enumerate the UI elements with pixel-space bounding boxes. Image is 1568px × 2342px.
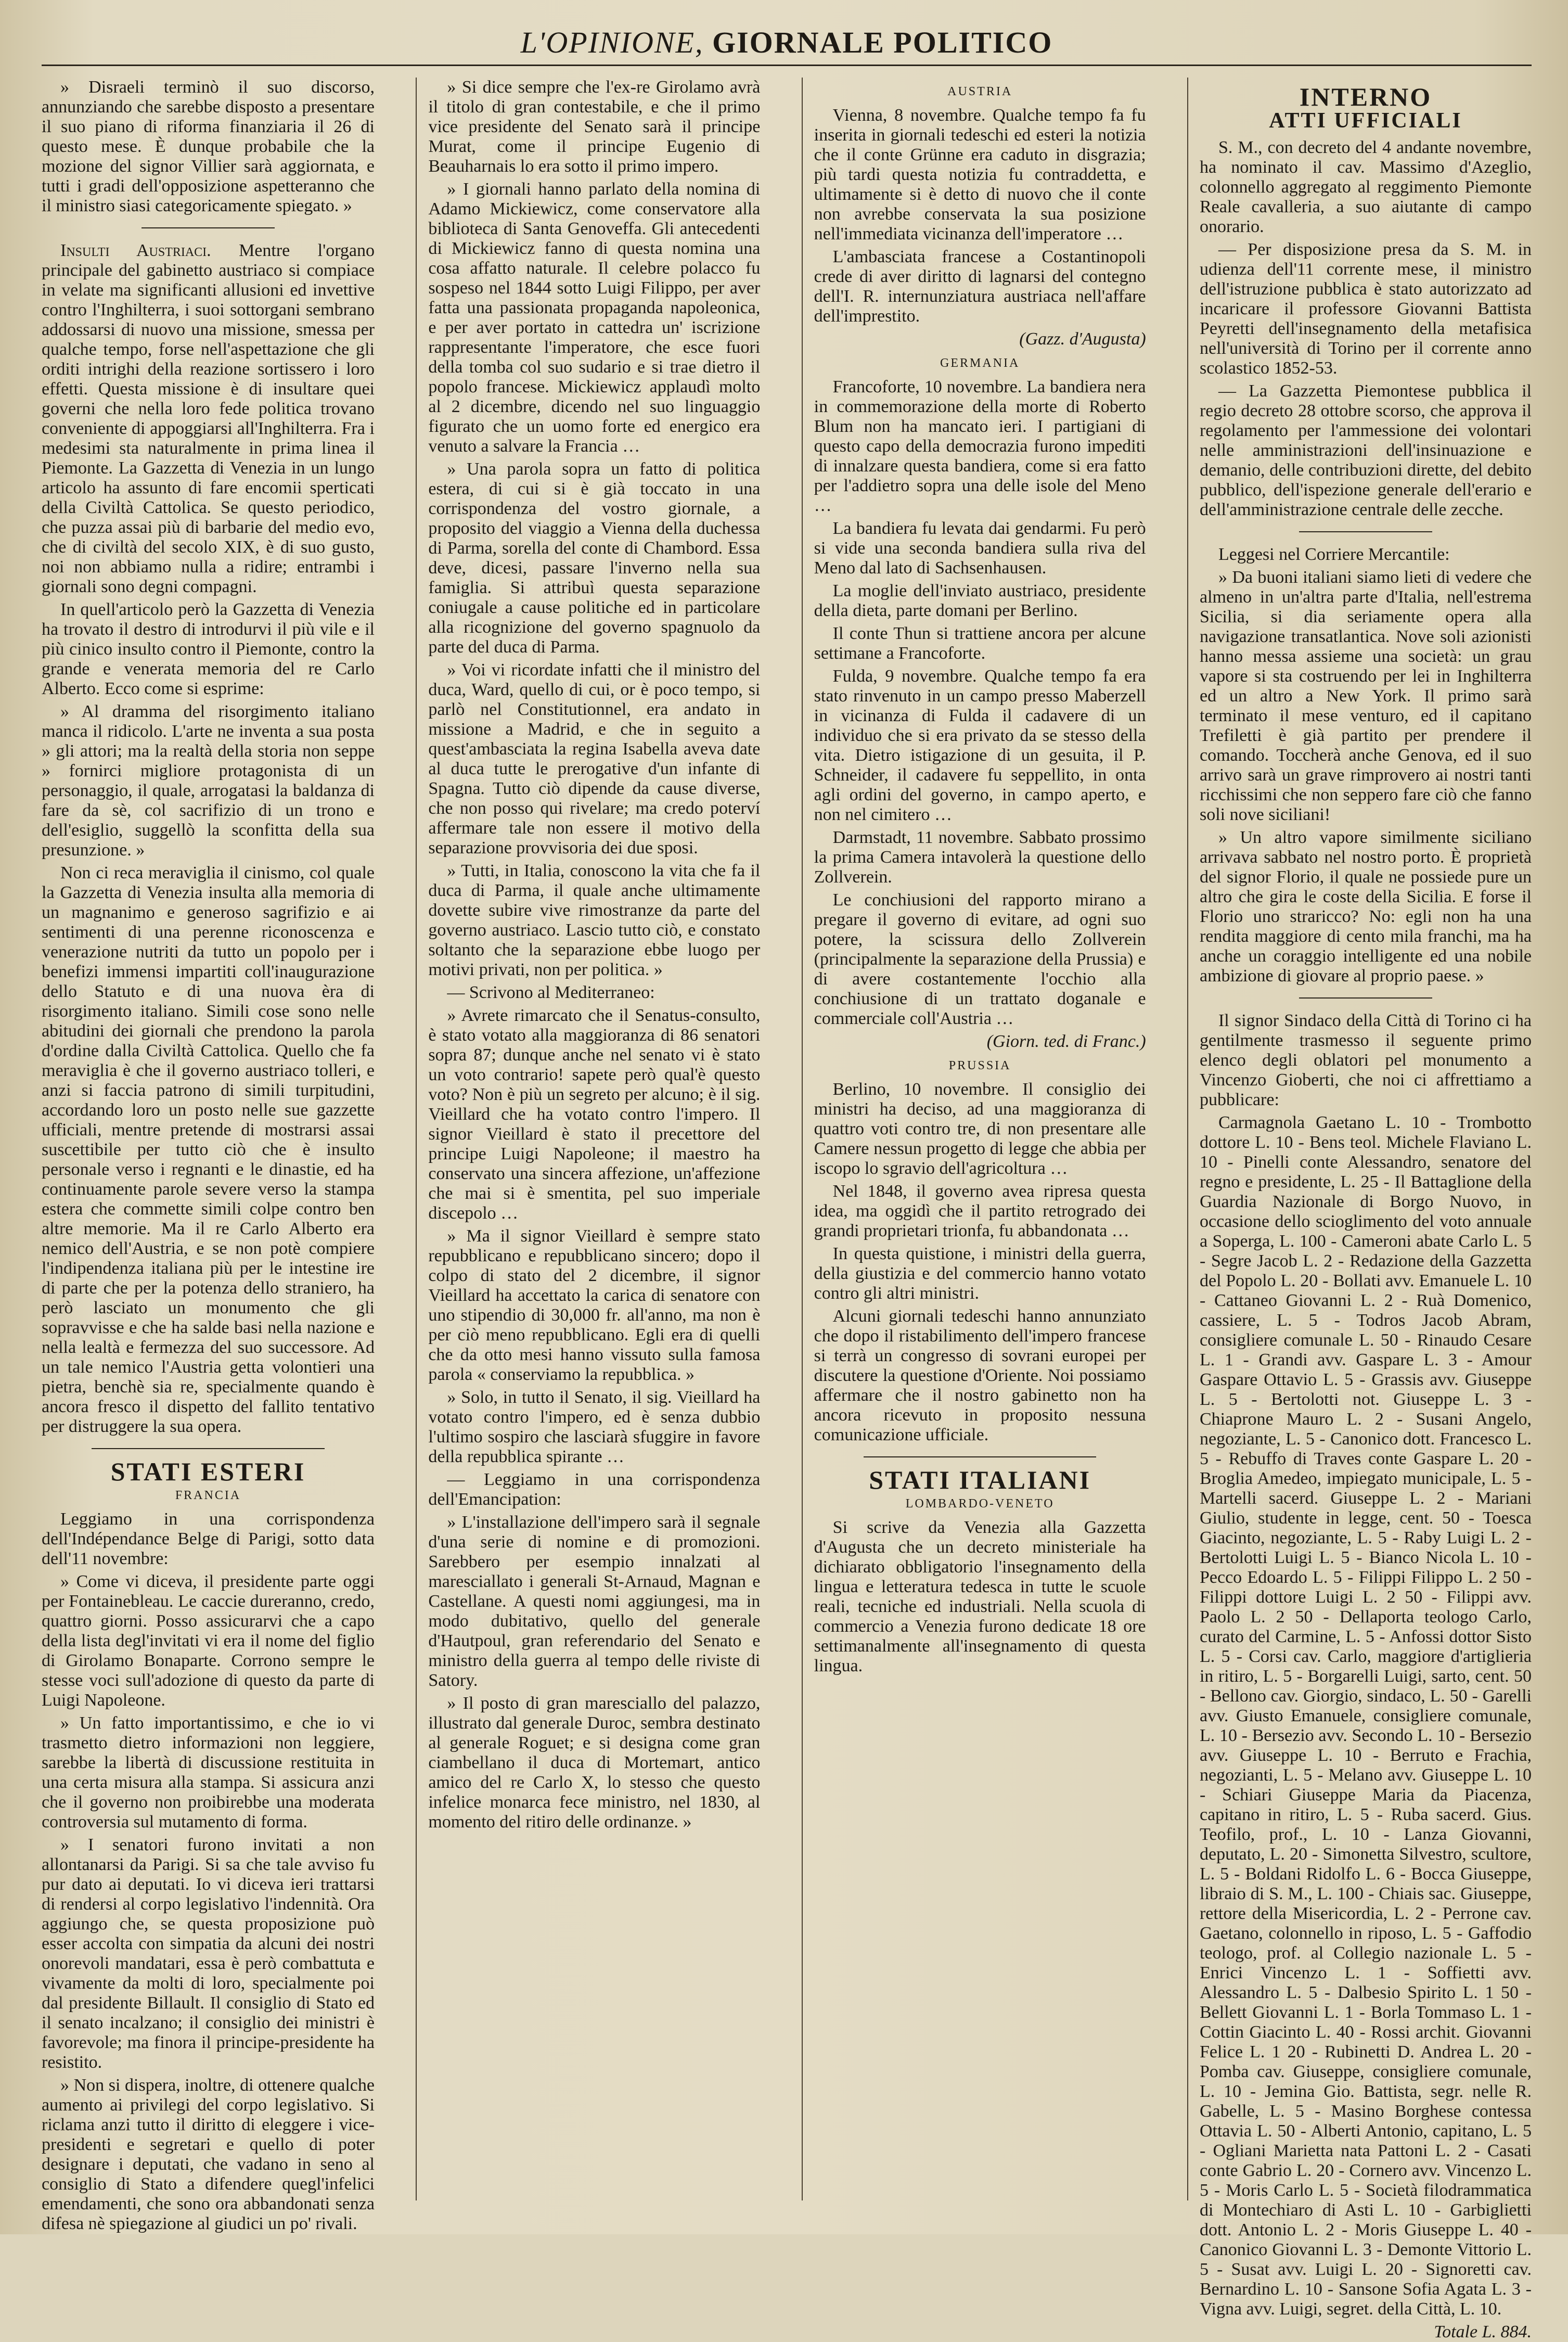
paragraph: Vienna, 8 novembre. Qualche tempo fa fu inserita in giornali tedeschi ed esteri la notizia che il conte Grünne era caduto in disgrazia; più tardi questa notizia fu contraddetta, e ultimamente si è detto di nuovo che il conte non avrebbe conservata la sua posizione nell'immediata vicinanza dell'imperatore … — [814, 106, 1146, 244]
subsection-heading: FRANCIA — [175, 1489, 241, 1502]
source-citation: (Gazz. d'Augusta) — [1019, 329, 1146, 349]
paragraph: » Una parola sopra un fatto di politica estera, di cui si è già toccato in una corrispondenza del vostro giornale, a proposito del viaggio a Vienna della duchessa di Parma, sorella del conte di Chambord. Essa deve, dicesi, passare l'inverno nella sua famiglia. Si attribuì questa separazione coniugale a cause politiche ed in particolare alla ricognizione del governo spagnuolo da parte del duca di Parma. — [428, 459, 761, 657]
subsection-heading: ATTI UFFICIALI — [1269, 109, 1462, 133]
paragraph: Berlino, 10 novembre. Il consiglio dei ministri ha deciso, ad una maggioranza di quattro voti contro tre, di non presentare alle Camere nessun progetto di legge che abbia per iscopo lo sgravio dell'agricoltura … — [814, 1080, 1146, 1178]
section-heading: INTERNO — [1299, 82, 1432, 111]
paragraph: » I senatori furono invitati a non allontanarsi da Parigi. Si sa che tale avviso fu pur dato ai deputati. Io vi diceva ieri trattarsi di rendersi al corpo legislativo l'indennità. Ora aggiungo che, se questa proposizione può esser accolta con simpatia da alcuni dei nostri onorevoli mandatari, essa è però combattuta e vivamente da molti di loro, specialmente poi dal presidente Billault. Il consiglio di Stato ed il senato incalzano; il consiglio dei ministri è favorevole; ma finora il principe-presidente ha resistito. — [42, 1835, 375, 2072]
paragraph: » Come vi diceva, il presidente parte oggi per Fontainebleau. Le caccie dureranno, credo, quattro giorni. Posso assicurarvi che a capo della lista degl'invitati vi era il nome del figlio di Girolamo Bonaparte. Corrono sempre le stesse voci sull'adozione di questo da parte di Luigi Napoleone. — [42, 1572, 375, 1710]
paragraph: In questa quistione, i ministri della guerra, della giustizia e del commercio hanno votato contro gli altri ministri. — [814, 1244, 1146, 1303]
paragraph: » Un fatto importantissimo, e che io vi trasmetto dietro informazioni non leggiere, sarebbe la libertà di discussione restituita in una certa misura alla stampa. Si assicura anzi che il governo non proibirebbe una moderata controversia sul mutamento di forma. — [42, 1713, 375, 1832]
masthead — [42, 21, 1532, 66]
paragraph: » Si dice sempre che l'ex-re Girolamo avrà il titolo di gran contestabile, e che il primo vice presidente del Senato sarà il principe Murat, come il principe Eugenio di Beauharnais lo era sotto il primo impero. — [428, 78, 761, 176]
column-1 — [42, 78, 375, 2233]
paragraph: » Ma il signor Vieillard è sempre stato repubblicano e repubblicano sincero; dopo il colpo di stato del 2 dicembre, il signor Vieillard ha accettato la carica di senatore con uno stipendio di 30,000 fr. all'anno, ma non è per ciò meno repubblicano. Egli era di quelli che da otto mesi hanno vissuto sulla famosa parola « conserviamo la repubblica. » — [428, 1226, 761, 1384]
paragraph: Francoforte, 10 novembre. La bandiera nera in commemorazione della morte di Roberto Blum non ha mancato ieri. I partigiani di questo capo della democrazia furono impediti di innalzare questa bandiera, come si era fatto per l'addietro sopra una delle isole del Meno … — [814, 377, 1146, 515]
paragraph: Le conchiusioni del rapporto mirano a pregare il governo di evitare, ad ogni suo potere, la scissura dello Zollverein (principalmente la separazione della Prussia) e di avere costantemente l'occhio alla conchiusione di un trattato doganale e commerciale coll'Austria … — [814, 890, 1146, 1028]
paragraph: » L'installazione dell'impero sarà il segnale d'una serie di nomine e di promozioni. Sarebbero per esempio innalzati al maresciallato i generali St-Arnaud, Magnan e Castellane. A questi nomi aggiungesi, ma in modo dubitativo, quello del generale d'Hautpoul, gran referendario del Senato e ministro della guerra al tempo delle riviste di Satory. — [428, 1513, 761, 1690]
paragraph: Darmstadt, 11 novembre. Sabbato prossimo la prima Camera intavolerà la questione dello Zollverein. — [814, 828, 1146, 887]
paragraph: L'ambasciata francese a Costantinopoli crede di aver diritto di lagnarsi del contegno dell'I. R. internunziatura austriaca nell'affare dell'imprestito. — [814, 247, 1146, 326]
divider — [1299, 531, 1432, 532]
paragraph: Nel 1848, il governo avea ripresa questa idea, ma oggidì che il partito retrogrado dei grandi proprietari trionfa, fu abbandonata … — [814, 1182, 1146, 1240]
subsection-heading: GERMANIA — [940, 356, 1020, 370]
column-2 — [416, 78, 760, 2200]
paragraph: — Leggiamo in una corrispondenza dell'Emancipation: — [428, 1470, 761, 1509]
paragraph: S. M., con decreto del 4 andante novembre, ha nominato il cav. Massimo d'Azeglio, colonnello aggregato al reggimento Piemonte Reale cavalleria, a suo aiutante di campo onorario. — [1199, 138, 1532, 236]
divider — [142, 227, 275, 228]
paragraph: — Scrivono al Mediterraneo: — [447, 983, 655, 1002]
paragraph: Il conte Thun si trattiene ancora per alcune settimane a Francoforte. — [814, 624, 1146, 663]
columns — [42, 78, 1532, 2341]
section-heading: STATI ITALIANI — [869, 1465, 1091, 1494]
paragraph: Non ci reca meraviglia il cinismo, col quale la Gazzetta di Venezia insulta alla memoria di un magnanimo e generoso sagrifizio e ai sentimenti di una perenne riconoscenza e venerazione nutriti da tutto un popolo per i benefizi immensi impartiti coll'inaugurazione dello Statuto e di una nuova èra di risorgimento italiano. Simili cose sono nelle abitudini dei giornali che prendono la parola d'ordine dalla Civiltà Cattolica. Quello che fa meraviglia è che il governo austriaco tolleri, e anzi si faccia patrono di simili turpitudini, accordando loro un posto nelle sue gazzette ufficiali, mentre pretende di mostrarsi assai suscettibile per tutto ciò che è insulto personale verso i regnanti e le dinastie, ed ha continuamente parole severe verso la stampa estera che commette simili colpe contro ben altre memorie. Ma il re Carlo Alberto era nemico dell'Austria, e se non potè compiere l'indipendenza italiana più per le intestine ire di parte che per la potenza dello straniero, ha però lasciato un monumento che gli sopravvisse e che ha salde basi nella nazione e nella lealtà e fermezza del suo successore. Ad un tale nemico l'Austria getta volontieri una pietra, benchè sia re, specialmente quando è ancora fresco il dispetto del fallito tentativo per distruggere la sua opera. — [42, 863, 375, 1436]
paragraph: — La Gazzetta Piemontese pubblica il regio decreto 28 ottobre scorso, che approva il regolamento per l'ammessione dei volontari nelle amministrazioni dell'insinuazione e demanio, delle contribuzioni dirette, del debito pubblico, dell'ispezione generale dell'erario e dell'amministrazione centrale delle zecche. — [1199, 381, 1532, 519]
subsection-heading: LOMBARDO-VENETO — [905, 1497, 1055, 1511]
subsection-heading: AUSTRIA — [947, 85, 1013, 98]
paragraph: — Per disposizione presa da S. M. in udienza dell'11 corrente mese, il ministro dell'istruzione pubblica è stato autorizzato ad incaricare il professore Giovanni Battista Peyretti dell'insegnamento della metafisica nell'università di Torino per il corrente anno scolastico 1852-53. — [1199, 240, 1532, 378]
paragraph: » Voi vi ricordate infatti che il ministro del duca, Ward, quello di cui, or è poco tempo, si parlò nel Constitutionnel, era andato in missione a Madrid, e che in seguito a quest'ambasciata la regina Isabella aveva date al duca tutte le prerogative d'un infante di Spagna. Tutto ciò dipende da cause diverse, che non posso qui rivelare; ma credo poterví affermare tale non essere il motivo della separazione provvisoria dei due sposi. — [428, 660, 761, 858]
paragraph: » Avrete rimarcato che il Senatus-consulto, è stato votato alla maggioranza di 86 senatori sopra 87; dunque anche nel senato vi è stato un voto contrario! sapete però qual'è questo voto? Non è più un segreto per alcuno; è il sig. Vieillard che ha votato contro l'impero. Il signor Vieillard è stato il precettore del principe Luigi Napoleone; il maestro ha conservato una sincera affezione, un'affezione che mai si è smentita, pel suo imperiale discepolo … — [428, 1006, 761, 1223]
subsection-heading: PRUSSIA — [948, 1059, 1011, 1072]
paragraph: Il signor Sindaco della Città di Torino ci ha gentilmente trasmesso il seguente primo elenco degli oblatori pel monumento a Vincenzo Gioberti, che noi ci affrettiamo a pubblicare: — [1199, 1011, 1532, 1109]
paragraph: Alcuni giornali tedeschi hanno annunziato che dopo il ristabilimento dell'impero francese si terrà un congresso di sovrani europei per discutere la questione d'Oriente. Noi possiamo affermare che il nostro gabinetto non ha ancora ricevuto in proposito nessuna comunicazione ufficiale. — [814, 1307, 1146, 1444]
paragraph: » Solo, in tutto il Senato, il sig. Vieillard ha votato contro l'impero, ed è senza dubbio l'ultimo sospiro che lasciarà sfuggire in favore della repubblica spirante … — [428, 1388, 761, 1466]
section-heading: STATI ESTERI — [110, 1457, 306, 1486]
divider — [864, 1456, 1096, 1457]
paragraph: Leggiamo in una corrispondenza dell'Indépendance Belge di Parigi, sotto data dell'11 novembre: — [42, 1509, 375, 1568]
paragraph: In quell'articolo però la Gazzetta di Venezia ha trovato il destro di introdurvi il più vile e il più cinico insulto contro il Piemonte, contro la grande e venerata memoria del re Carlo Alberto. Ecco come si esprime: — [42, 600, 375, 698]
paragraph: » Da buoni italiani siamo lieti di vedere che almeno in un'altra parte d'Italia, nell'estrema Sicilia, si dia seriamente opera alla navigazione transatlantica. Nove soli azionisti hanno messa assieme una società: un grau vapore si sta costruendo per lei in Inghilterra ed un altro a New York. Il primo sarà terminato il mese venturo, ed il capitano Trefiletti è già partito per prendere il comando. Toccherà anche Genova, ed il suo arrivo sarà un grave rimprovero ai nostri tanti ricchissimi che non seppero fare ciò che fanno soli nove siciliani! — [1199, 568, 1532, 824]
paragraph: Fulda, 9 novembre. Qualche tempo fa era stato rinvenuto in un campo presso Maberzell in vicinanza di Fulda il cadavere di un individuo che si era privato da se stesso della vita. Dietro istigazione di un gesuita, il P. Schneider, il cadavere fu seppellito, in onta agli ordini del governo, in campo aperto, e non nel cimitero … — [814, 667, 1146, 824]
column-4 — [1187, 78, 1532, 2341]
paragraph: » Il posto di gran maresciallo del palazzo, illustrato dal generale Duroc, sembra destinato al generale Roguet; e si designa come gran ciambellano il duca di Mortemart, antico amico del re Carlo X, lo stesso che questo infelice monarca fece ministro, nel 1830, al momento del ritiro delle ordinanze. » — [428, 1694, 761, 1832]
lead-in: Insulti Austriaci. — [60, 241, 211, 260]
paragraph: Leggesi nel Corriere Mercantile: — [1218, 545, 1450, 564]
paragraph: La bandiera fu levata dai gendarmi. Fu però si vide una seconda bandiera sulla riva del Meno dal lato di Sachsenhausen. — [814, 519, 1146, 578]
paragraph: » Non si dispera, inoltre, di ottenere qualche aumento ai privilegi del corpo legislativo. Si riclama anzi tutto il diritto di eleggere i vice-presidenti e segretari e quello di poter designare i deputati, che vadano in seno al consiglio di Stato a difendere quegl'infelici emendamenti, che sono ora abbandonati senza difesa nè spiegazione al giudici un po' rivali. — [42, 2076, 375, 2233]
paragraph: » Disraeli terminò il suo discorso, annunziando che sarebbe disposto a presentare il suo piano di riforma finanziaria il 26 di questo mese. È dunque probabile che la mozione del signor Villier sarà aggiornata, e tutti i gradi dell'opposizione aspetteranno che il ministro siasi categoricamente spiegato. » — [42, 78, 375, 215]
quotation: » Al dramma del risorgimento italiano manca il ridicolo. L'arte ne inventa a sua posta » gli attori; ma la realtà della storia non seppe » fornirci migliore protagonista di un personaggio, il quale, arrogatasi la baldanza di fare da sè, col sacrifizio di un trono e dell'esiglio, suggellò la sconfitta della sua presunzione. » — [42, 702, 375, 860]
donor-list: Carmagnola Gaetano L. 10 - Trombotto dottore L. 10 - Bens teol. Michele Flaviano L. 10 - Pinelli conte Alessandro, senatore del regno e presidente, L. 25 - Il Battaglione della Guardia Nazionale di Borgo Nuovo, in occasione dello scioglimento del voto annuale a Soperga, L. 100 - Cameroni abate Carlo L. 5 - Segre Jacob L. 2 - Redazione della Gazzetta del Popolo L. 20 - Bollati avv. Emanuele L. 10 - Cattaneo Giovanni L. 2 - Ruà Domenico, cassiere, L. 5 - Todros Jacob Abram, consigliere comunale L. 50 - Rinaudo Cesare L. 1 - Grandi avv. Gaspare L. 3 - Amour Gaspare Ottavio L. 5 - Grassis avv. Giuseppe L. 5 - Bertolotti not. Giuseppe L. 3 - Chiaprone Mauro L. 2 - Susani Angelo, negoziante, L. 5 - Canonico dott. Francesco L. 5 - Rebuffo di Traves conte Gaspare L. 20 - Broglia Amedeo, impiegato municipale, L. 5 - Martelli sacerd. Giuseppe L. 2 - Mariani Giulio, studente in legge, cent. 50 - Toesca Giacinto, negoziante, L. 5 - Raby Luigi L. 2 - Bertolotti Luigi L. 5 - Bianco Nicola L. 10 - Pecco Edoardo L. 5 - Filippi Filippo L. 2 50 - Filippi dottore Luigi L. 2 50 - Filippi avv. Paolo L. 2 50 - Dellaporta teologo Carlo, curato del Carmine, L. 5 - Anfossi dottor Sisto L. 5 - Corsi cav. Carlo, maggiore d'artiglieria in ritiro, L. 5 - Borgarelli Luigi, sarto, cent. 50 - Bellono cav. Giorgio, sindaco, L. 50 - Garelli avv. Giusto Emanuele, consigliere comunale, L. 10 - Bersezio avv. Secondo L. 10 - Bersezio avv. Giuseppe L. 10 - Berruto e Frachia, negozianti, L. 5 - Melano avv. Giuseppe L. 10 - Schiari Giuseppe Maria da Piacenza, capitano in ritiro, L. 5 - Ruba sacerd. Gius. Teofilo, prof., L. 10 - Lanza Giovanni, deputato, L. 20 - Simonetta Silvestro, scultore, L. 5 - Boldani Ridolfo L. 6 - Bocca Giuseppe, libraio di S. M., L. 100 - Chiais sac. Giuseppe, rettore della Misericordia, L. 2 - Perrone cav. Gaetano, colonnello in riposo, L. 5 - Gaffodio teologo, prof. al Collegio nazionale L. 5 - Enrici Vincenzo L. 1 - Soffietti avv. Alessandro L. 5 - Dalbesio Spirito L. 1 50 - Bellett Giovanni L. 1 - Borla Tommaso L. 1 - Cottin Giacinto L. 40 - Rossi archit. Giovanni Felice L. 1 20 - Rubinetti D. Andrea L. 20 - Pomba cav. Giuseppe, consigliere comunale, L. 10 - Jemina Gio. Battista, segr. nelle R. Gabelle, L. 5 - Masino Borghese contessa Ottavia L. 50 - Alberti Antonio, capitano, L. 5 - Ogliani Marietta nata Pattoni L. 2 - Casati conte Gabrio L. 20 - Cornero avv. Vincenzo L. 5 - Moris Carlo L. 5 - Società filodrammatica di Montechiaro di Asti L. 10 - Garbiglietti dott. Antonio L. 2 - Moris Giuseppe L. 40 - Canonico Giovanni L. 3 - Demonte Vittorio L. 5 - Susat avv. Luigi L. 20 - Signoretti cav. Bernardino L. 10 - Sansone Sofia Agata L. 3 - Vigna avv. Luigi, segret. della Città, L. 10. — [1199, 1113, 1532, 2319]
source-citation: (Giorn. ted. di Franc.) — [986, 1032, 1146, 1051]
paragraph: » Un altro vapore similmente siciliano arrivava sabbato nel nostro porto. È proprietà del signor Florio, il quale ne possiede pure un altro che gira le coste della Sicilia. E forse il Florio uno straricco? No: egli non ha una rendita maggiore di cento mila franchi, ma ha anche un coraggio intelligente ed una nobile ambizione di giovare al proprio paese. » — [1199, 828, 1532, 986]
paragraph: » Tutti, in Italia, conoscono la vita che fa il duca di Parma, il quale anche ultimamente dovette subire vive rimostranze da parte del governo austriaco. Lascio tutto ciò, e constato soltanto che la separazione ebbe luogo per motivi privati, non per politica. » — [428, 861, 761, 979]
paragraph: Insulti Austriaci. Mentre l'organo principale del gabinetto austriaco si compiace in velate ma significanti allusioni ed invettive contro l'Inghilterra, i suoi sottorgani sembrano addossarsi di nuovo una missione, smessa per qualche tempo, forse nell'aspettazione che gli orditi intrighi della reazione sortissero i loro effetti. Questa missione è di insultare quei governi che nella loro fede politica trovano conveniente di appoggiarsi all'Inghilterra. Fra i medesimi sta naturalmente in prima linea il Piemonte. La Gazzetta di Venezia in un lungo articolo ha assunto di fare encomii sperticati della Civiltà Cattolica. Se questo periodico, che puzza assai più di barbarie del medio evo, che di civiltà del secolo XIX, è di suo gusto, noi non abbiamo nulla a ridire; entrambi i giornali sono degni compagni. — [42, 241, 375, 596]
paragraph: » I giornali hanno parlato della nomina di Adamo Mickiewicz, come conservatore alla biblioteca di Santa Genoveffa. Gli antecedenti di Mickiewicz fanno di questa nomina una cosa affatto naturale. Il celebre polacco fu sospeso nel 1844 sotto Luigi Filippo, per aver fatta una passionata propaganda napoleonica, e per aver portato in cattedra un' iscrizione rappresentante l'imperatore, che esce fuori della tomba col suo sudario e si trae dietro il popolo francese. Mickiewicz applaudì molto al 2 dicembre, dicendo nel suo linguaggio figurato che un uomo forte ed energico era venuto a salvare la Francia … — [428, 180, 761, 456]
divider — [92, 1448, 325, 1449]
column-3 — [802, 78, 1146, 2200]
newspaper-subtitle: GIORNALE POLITICO — [712, 25, 1053, 59]
newspaper-title: L'OPINIONE, — [520, 25, 704, 59]
divider — [1299, 997, 1432, 999]
donation-total: Totale L. 884. — [1434, 2322, 1532, 2341]
paragraph: La moglie dell'inviato austriaco, presidente della dieta, parte domani per Berlino. — [814, 581, 1146, 620]
paragraph: Si scrive da Venezia alla Gazzetta d'Augusta che un decreto ministeriale ha dichiarato obbligatorio l'insegnamento della lingua e letteratura tedesca in tutte le scuole reali, tecniche ed industriali. Nella scuola di commercio a Venezia furono dedicate 18 ore settimanalmente all'insegnamento di questa lingua. — [814, 1518, 1146, 1675]
